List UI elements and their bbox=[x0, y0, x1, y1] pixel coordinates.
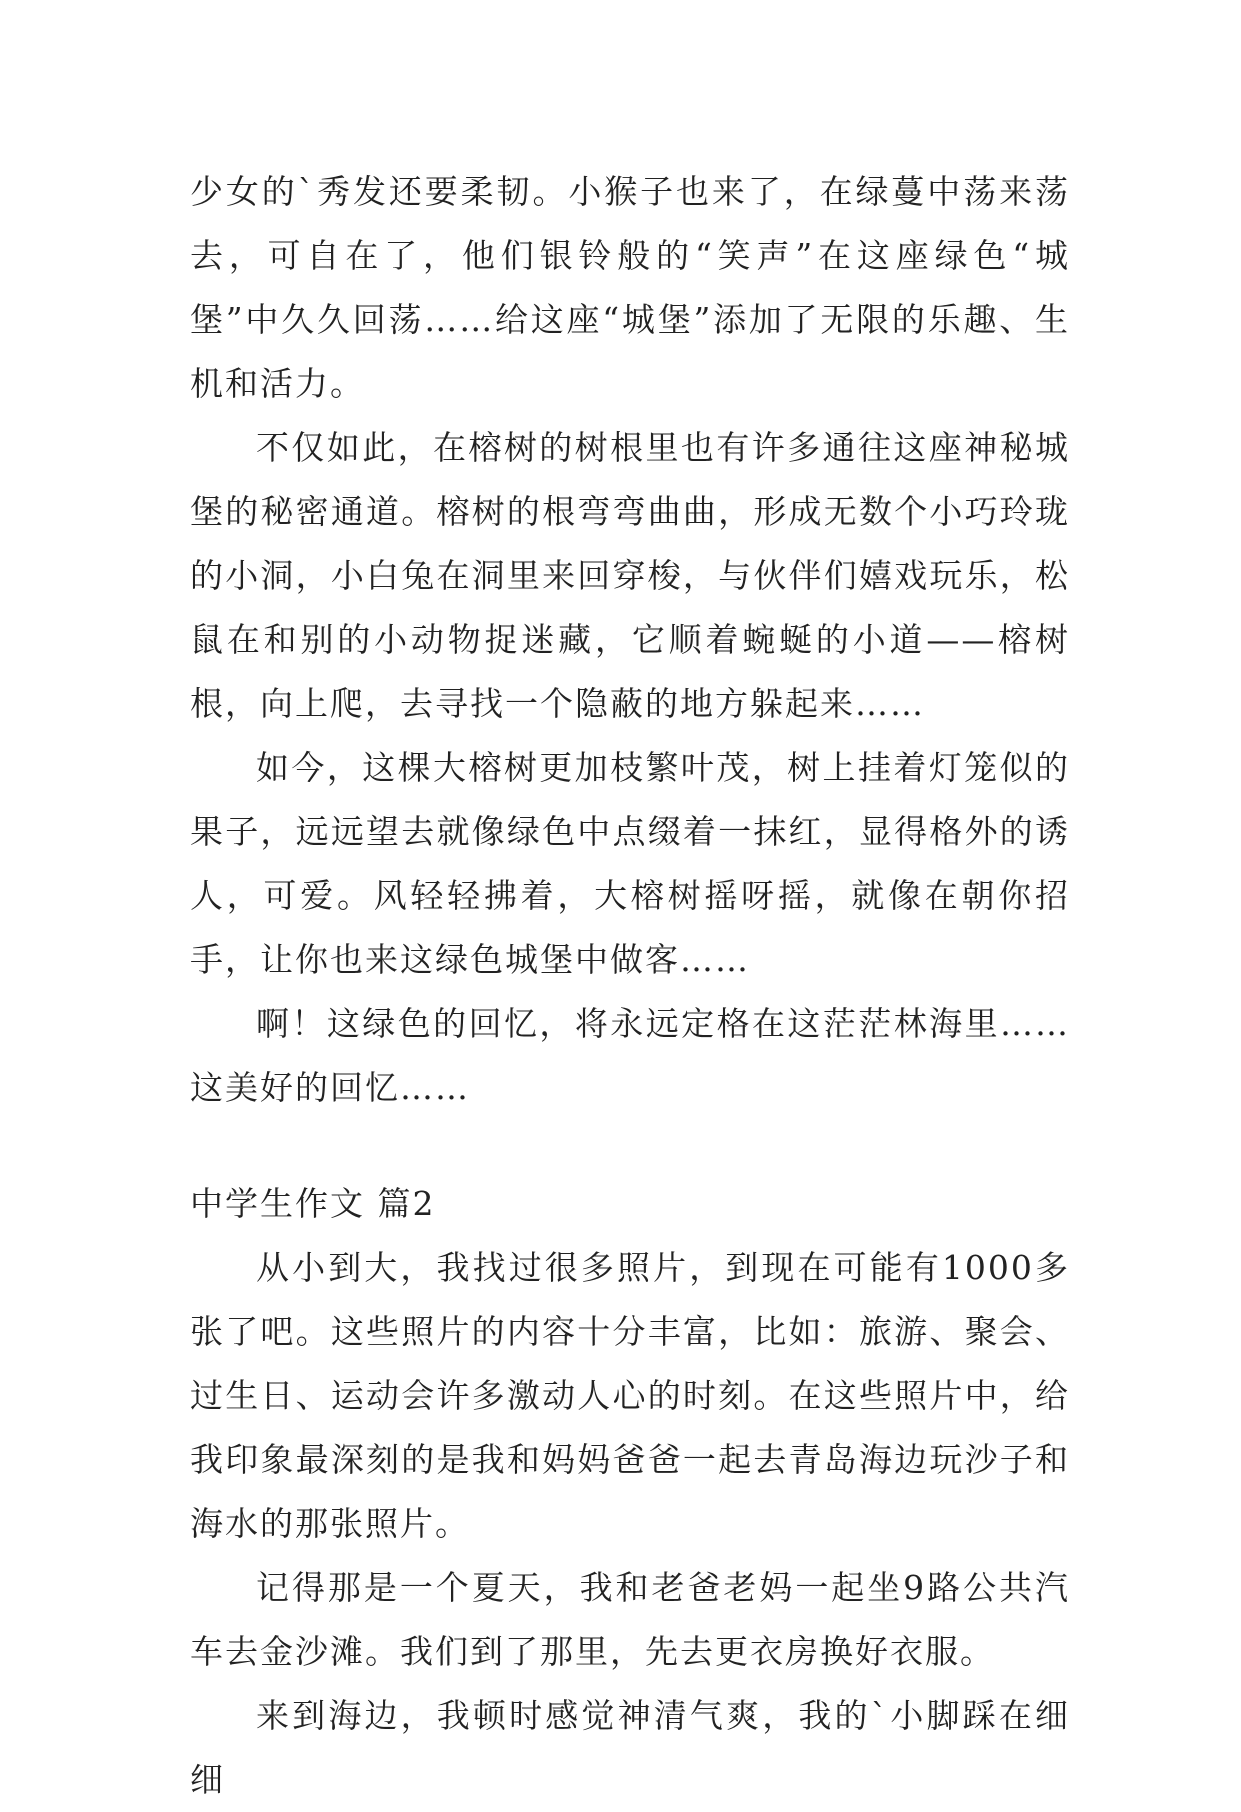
paragraph-7: 来到海边，我顿时感觉神清气爽，我的`小脚踩在细细 bbox=[190, 1696, 1070, 1799]
paragraph-2: 不仅如此，在榕树的树根里也有许多通往这座神秘城堡的秘密通道。榕树的根弯弯曲曲，形成无数个小巧玲珑的小洞，小白兔在洞里来回穿梭，与伙伴们嬉戏玩乐，松鼠在和别的小动物捉迷藏，它顺着蜿蜒的小道——榕树根，向上爬，去寻找一个隐蔽的地方躲起来…… bbox=[190, 428, 1070, 723]
document-body bbox=[190, 160, 1070, 1812]
paragraph-4: 啊！这绿色的回忆，将永远定格在这茫茫林海里……这美好的回忆…… bbox=[190, 1004, 1070, 1107]
section-heading: 中学生作文 篇2 bbox=[190, 1184, 436, 1223]
paragraph-5: 从小到大，我找过很多照片，到现在可能有1000多张了吧。这些照片的内容十分丰富，比如：旅游、聚会、过生日、运动会许多激动人心的时刻。在这些照片中，给我印象最深刻的是我和妈妈爸爸一起去青岛海边玩沙子和海水的那张照片。 bbox=[190, 1248, 1070, 1543]
paragraph-3: 如今，这棵大榕树更加枝繁叶茂，树上挂着灯笼似的果子，远远望去就像绿色中点缀着一抹红，显得格外的诱人，可爱。风轻轻拂着，大榕树摇呀摇，就像在朝你招手，让你也来这绿色城堡中做客…… bbox=[190, 748, 1070, 979]
paragraph-6: 记得那是一个夏天，我和老爸老妈一起坐9路公共汽车去金沙滩。我们到了那里，先去更衣房换好衣服。 bbox=[190, 1568, 1070, 1671]
paragraph-1: 少女的`秀发还要柔韧。小猴子也来了，在绿蔓中荡来荡去，可自在了，他们银铃般的“笑声”在这座绿色“城堡”中久久回荡……给这座“城堡”添加了无限的乐趣、生机和活力。 bbox=[190, 172, 1070, 403]
